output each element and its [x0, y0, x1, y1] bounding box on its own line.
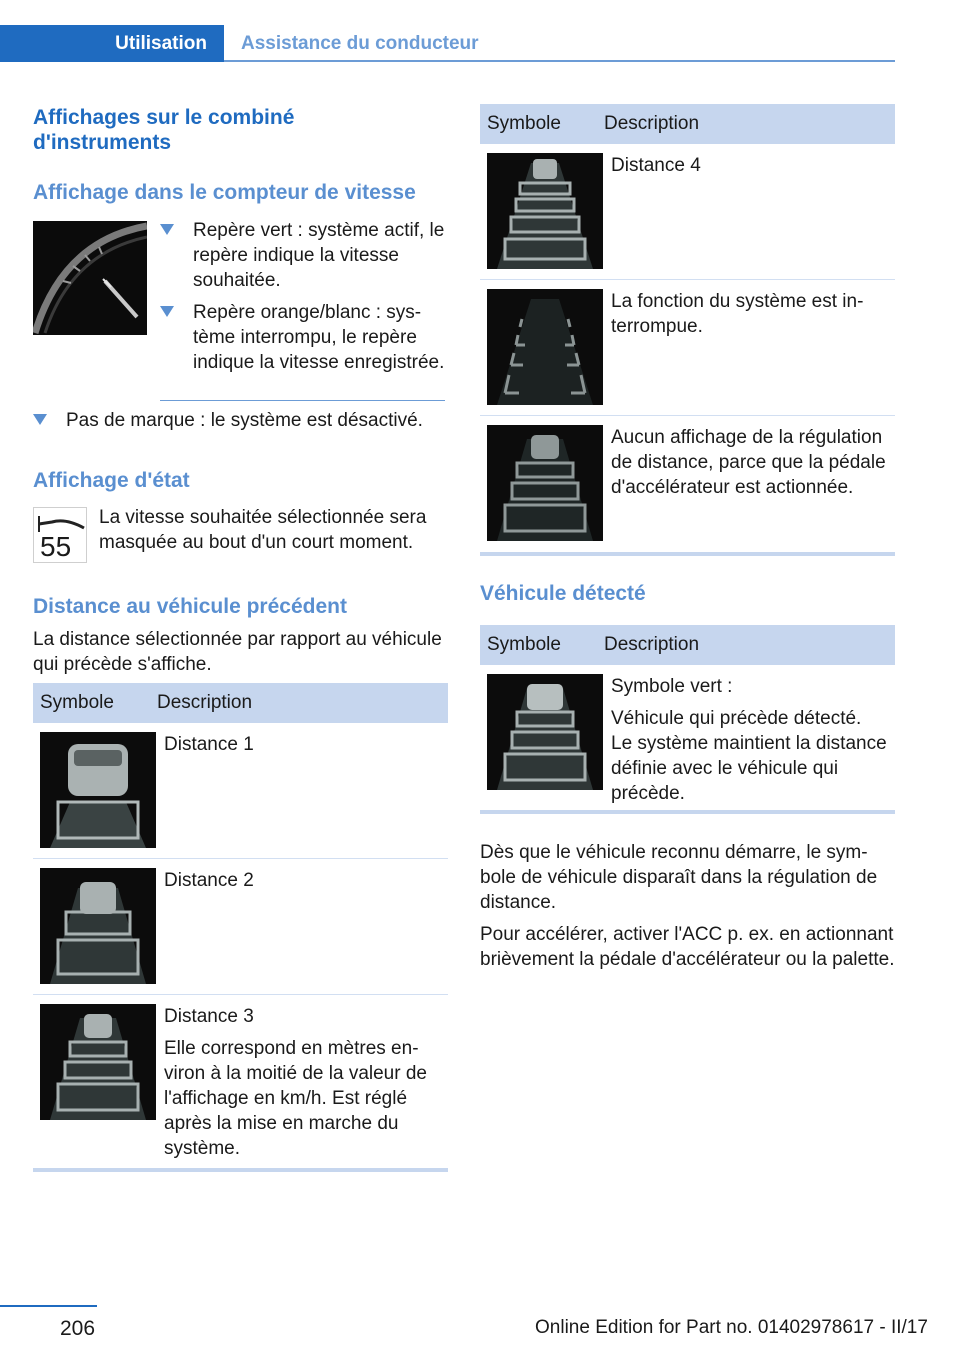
- triangle-bullet-icon: [160, 306, 174, 317]
- status-speed-icon: [33, 507, 87, 563]
- status-icon-number: 55: [40, 531, 72, 562]
- triangle-bullet-icon: [33, 414, 47, 425]
- bullet-divider: [160, 400, 445, 401]
- col-description: Description: [604, 634, 700, 655]
- table-desc: Symbole vert : Véhicule qui précède détecté. Le système maintient la distance définie avec le véhicule qui précède.: [611, 676, 887, 804]
- interrupted-symbol-image: [487, 289, 603, 405]
- table-end-bar: [480, 552, 895, 556]
- table-header: [480, 625, 895, 665]
- distance-table-left: [33, 683, 448, 1172]
- detected-table: [480, 625, 895, 814]
- speedometer-image: [33, 221, 147, 335]
- detected-heading: Véhicule détecté: [480, 582, 646, 605]
- distance-1-symbol-image: [40, 732, 156, 848]
- footer-line: [0, 1305, 97, 1307]
- table-row: [480, 416, 895, 552]
- bullet-item: Repère vert : système actif, le repère indique la vitesse souhaitée.: [160, 218, 445, 293]
- table-row: [33, 859, 448, 995]
- table-desc: Distance 4: [611, 155, 701, 176]
- status-heading: Affichage d'état: [33, 469, 190, 492]
- table-header: [480, 104, 895, 144]
- table-header: [33, 683, 448, 723]
- col-symbol: Symbole: [487, 634, 561, 655]
- distance-heading: Distance au véhicule précédent: [33, 595, 347, 618]
- paragraph-accelerate: Pour accélérer, activer l'ACC p. ex. en actionnant brièvement la pédale d'accélérateur ou la palette.: [480, 924, 895, 970]
- table-row: [33, 995, 448, 1168]
- table-desc: Distance 1: [164, 734, 254, 755]
- paragraph-vehicle-start: Dès que le véhicule reconnu démarre, le symbole de véhicule disparaît dans la régulation de distance.: [480, 842, 878, 913]
- table-row: [33, 723, 448, 859]
- page-number: 206: [60, 1317, 96, 1340]
- accelerator-symbol-image: [487, 425, 603, 541]
- bullet-item: Repère orange/blanc : système interrompu, le repère indique la vitesse enregistrée.: [160, 300, 445, 375]
- table-desc: Distance 3 Elle correspond en mètres environ à la moitié de la valeur de l'affichage en km/h. Est réglé après la mise en marche du système.: [164, 1006, 427, 1159]
- speedo-bullet-list-2: [33, 408, 448, 440]
- bullet-item: Pas de marque : le système est désactivé.: [33, 408, 448, 433]
- tab-assistance-conducteur[interactable]: Assistance du conducteur: [241, 32, 479, 54]
- table-desc: La fonction du système est interrompue.: [611, 291, 864, 337]
- section-title: Affichages sur le combiné d'instruments: [33, 106, 295, 154]
- triangle-bullet-icon: [160, 224, 174, 235]
- tab-utilisation[interactable]: Utilisation: [0, 25, 224, 62]
- edition-text: Online Edition for Part no. 01402978617 - II/17: [535, 1317, 928, 1338]
- table-end-bar: [480, 810, 895, 814]
- col-symbol: Symbole: [40, 692, 114, 713]
- table-desc: Aucun affichage de la régulation de distance, parce que la pédale d'accélérateur est actionnée.: [611, 427, 886, 498]
- table-row: [480, 144, 895, 280]
- table-row: [480, 280, 895, 416]
- distance-2-symbol-image: [40, 868, 156, 984]
- speedo-bullet-list: [160, 218, 445, 382]
- distance-table-right: [480, 104, 895, 556]
- speedo-heading: Affichage dans le compteur de vitesse: [33, 181, 416, 204]
- distance-3-symbol-image: [40, 1004, 156, 1120]
- table-end-bar: [33, 1168, 448, 1172]
- col-description: Description: [604, 113, 700, 134]
- distance-4-symbol-image: [487, 153, 603, 269]
- col-description: Description: [157, 692, 253, 713]
- status-text: La vitesse souhaitée sélectionnée sera masquée au bout d'un court moment.: [99, 507, 427, 553]
- distance-intro: La distance sélectionnée par rapport au véhicule qui précède s'affiche.: [33, 629, 442, 675]
- top-header-bar: [0, 25, 895, 62]
- table-desc: Distance 2: [164, 870, 254, 891]
- table-row: [480, 665, 895, 810]
- col-symbol: Symbole: [487, 113, 561, 134]
- vehicle-detected-symbol-image: [487, 674, 603, 790]
